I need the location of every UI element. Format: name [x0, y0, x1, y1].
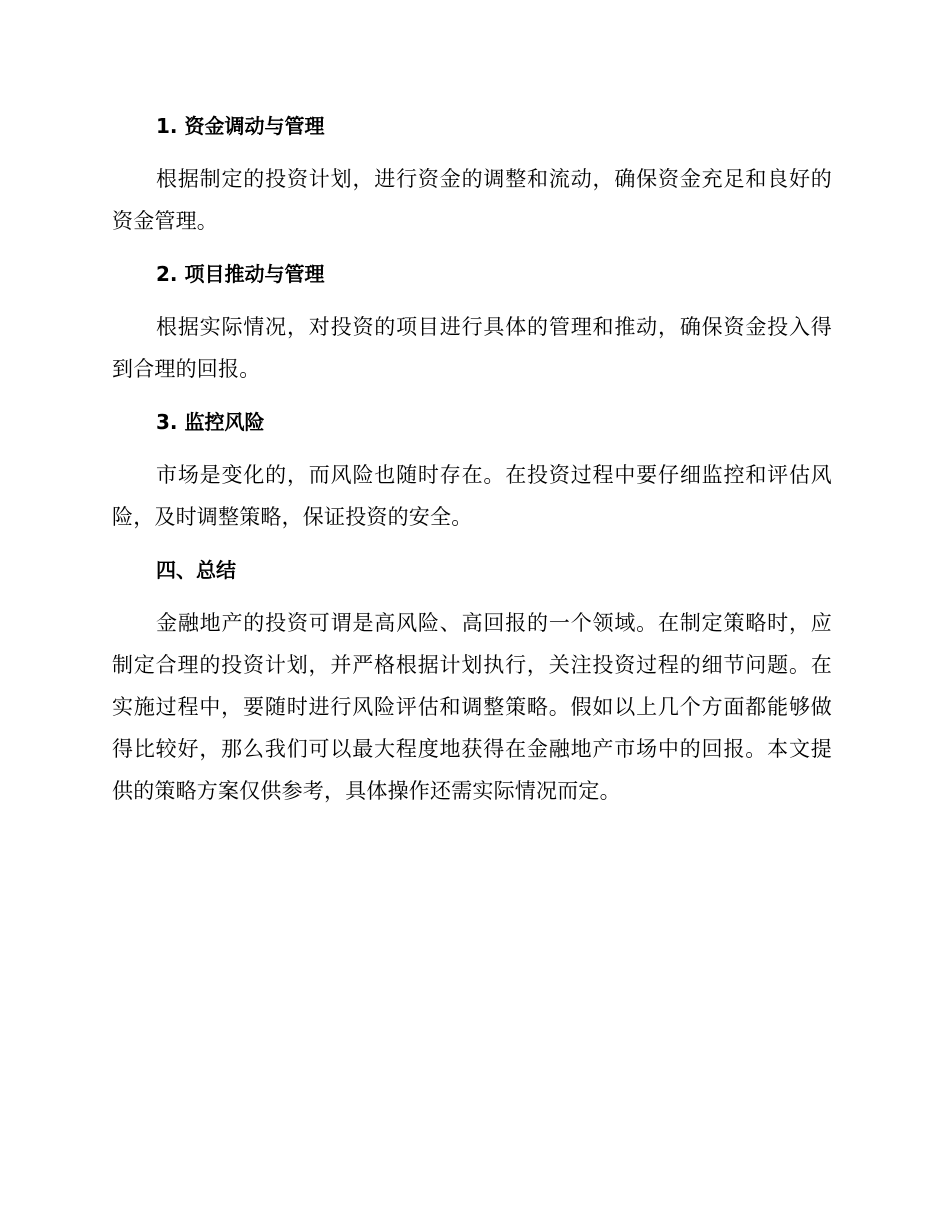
- section-paragraph-fund-management: 根据制定的投资计划，进行资金的调整和流动，确保资金充足和良好的资金管理。: [112, 167, 832, 233]
- document-body: [112, 106, 832, 824]
- section-heading-risk-monitoring: 3. 监控风险: [156, 410, 265, 434]
- section-heading-fund-management: 1. 资金调动与管理: [156, 114, 325, 138]
- section-heading-project-management: 2. 项目推动与管理: [156, 262, 325, 286]
- section-paragraph-summary: 金融地产的投资可谓是高风险、高回报的一个领域。在制定策略时，应制定合理的投资计划，并严格根据计划执行，关注投资过程的细节问题。在实施过程中，要随时进行风险评估和调整策略。假如以上几个方面都能够做得比较好，那么我们可以最大程度地获得在金融地产市场中的回报。本文提供的策略方案仅供参考，具体操作还需实际情况而定。: [112, 611, 832, 803]
- section-heading-summary: 四、总结: [156, 558, 236, 582]
- section-paragraph-risk-monitoring: 市场是变化的，而风险也随时存在。在投资过程中要仔细监控和评估风险，及时调整策略，保证投资的安全。: [112, 463, 832, 529]
- section-paragraph-project-management: 根据实际情况，对投资的项目进行具体的管理和推动，确保资金投入得到合理的回报。: [112, 315, 832, 381]
